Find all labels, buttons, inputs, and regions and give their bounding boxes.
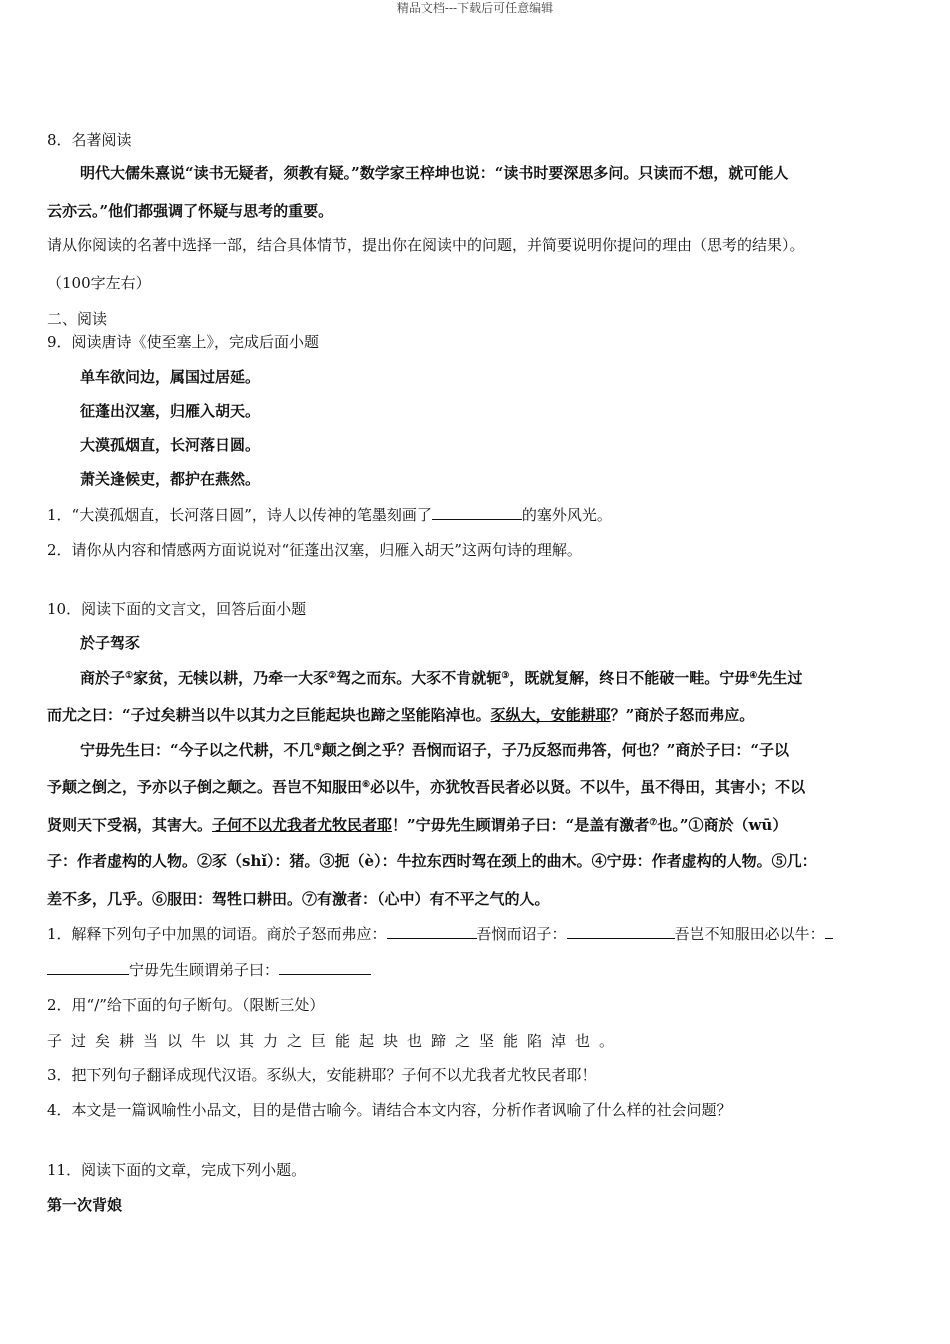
passage-text: ？”商於子怒而弗应。 — [610, 706, 755, 724]
passage-text: 而尤之曰：“子过矣耕当以牛以其力之巨能起块也蹄之坚能陷淖也。 — [47, 706, 491, 724]
footnote-marker: ④ — [749, 671, 758, 681]
poem-line: 征蓬出汉塞，归雁入胡天。 — [80, 402, 261, 420]
q8-prompt: 请从你阅读的名著中选择一部，结合具体情节，提出你在阅读中的问题，并简要说明你提问的理由（思考的结果）。 — [47, 236, 805, 254]
q10-s1-text: 吾岂不知服田必以牛： — [674, 925, 825, 943]
q10-subquestion-1-cont — [47, 960, 371, 980]
footnote-marker: ⑥ — [362, 780, 371, 790]
q9-subquestion-2: 2．请你从内容和情感两方面说说对“征蓬出汉塞，归雁入胡天”这两句诗的理解。 — [47, 541, 582, 559]
q10-subquestion-2: 2．用“/”给下面的句子断句。（限断三处） — [47, 996, 325, 1014]
passage-text: 驾之而东。大豕不肯就轭 — [336, 669, 502, 687]
answer-blank[interactable] — [387, 924, 477, 939]
passage-title: 於子驾豕 — [80, 634, 141, 652]
passage-text: 先生过 — [757, 669, 803, 687]
passage-text: 也。”①商於（wū） — [657, 816, 788, 834]
q11-title: 11．阅读下面的文章，完成下列小题。 — [47, 1161, 307, 1179]
q8-word-limit: （100字左右） — [47, 274, 151, 292]
passage-text: 颠之倒之乎？吾悯而诏子，子乃反怒而弗答，何也？”商於子曰：“子以 — [321, 741, 789, 759]
q10-subquestion-4: 4．本文是一篇讽喻性小品文，目的是借古喻今。请结合本文内容，分析作者讽喻了什么样的社会问题？ — [47, 1101, 732, 1119]
q10-s1-text: 吾悯而诏子： — [476, 925, 567, 943]
section-heading: 二、阅读 — [47, 310, 108, 328]
footnote-line: 差不多，几乎。⑥服田：驾牲口耕田。⑦有激者：（心中）有不平之气的人。 — [47, 890, 550, 908]
passage-text: ！”宁毋先生顾谓弟子曰：“是盖有激者 — [392, 816, 650, 834]
q11-article-title: 第一次背娘 — [47, 1196, 123, 1214]
q10-subquestion-1 — [47, 924, 833, 944]
poem-line: 萧关逢候吏，都护在燕然。 — [80, 470, 261, 488]
passage-text: ，既就复解，终日不能破一畦。宁毋 — [509, 669, 750, 687]
answer-blank[interactable] — [825, 924, 833, 939]
poem-line: 大漠孤烟直，长河落日圆。 — [80, 436, 261, 454]
q10-s1-text: 宁毋先生顾谓弟子曰： — [129, 961, 280, 979]
passage-text: 贤则天下受祸，其害大。 — [47, 816, 213, 834]
passage-line — [47, 777, 805, 797]
passage-text: 商於子 — [80, 669, 126, 687]
q9-s1-text-end: 的塞外风光。 — [521, 506, 612, 524]
underlined-sentence: 子何不以尤我者尤牧民者耶 — [212, 816, 393, 834]
passage-text: 必以牛，亦犹牧吾民者必以贤。不以牛，虽不得田，其害小；不以 — [370, 778, 806, 796]
q10-subquestion-3: 3．把下列句子翻译成现代汉语。豕纵大，安能耕耶？子何不以尤我者尤牧民者耶！ — [47, 1066, 597, 1084]
footnote-marker: ③ — [501, 671, 510, 681]
footnote-marker: ⑦ — [649, 818, 658, 828]
passage-line — [47, 815, 787, 835]
page-header: 精品文档---下载后可任意编辑 — [396, 1, 554, 15]
answer-blank[interactable] — [279, 960, 371, 975]
footnote-marker: ① — [125, 671, 134, 681]
answer-blank[interactable] — [567, 924, 675, 939]
passage-text: 家贫，无犊以耕，乃牵一大豕 — [133, 669, 329, 687]
passage-text: 宁毋先生曰：“今子以之代耕，不几 — [80, 741, 314, 759]
q10-title: 10．阅读下面的文言文，回答后面小题 — [47, 600, 307, 618]
poem-line: 单车欲问边，属国过居延。 — [80, 368, 261, 386]
passage-text: 予颠之倒之，予亦以子倒之颠之。吾岂不知服田 — [47, 778, 363, 796]
answer-blank[interactable] — [47, 960, 129, 975]
q9-subquestion-1 — [47, 505, 612, 525]
answer-blank[interactable] — [432, 505, 522, 520]
passage-line — [80, 668, 802, 688]
footnote-marker: ⑤ — [313, 743, 322, 753]
passage-line — [47, 705, 754, 725]
q8-paragraph-line: 云亦云。”他们都强调了怀疑与思考的重要。 — [47, 202, 334, 220]
footnote-marker: ② — [328, 671, 337, 681]
q10-s1-text: 1．解释下列句子中加黑的词语。商於子怒而弗应： — [47, 925, 387, 943]
footnote-line: 子：作者虚构的人物。②豕（shǐ）：猪。③扼（è）：牛拉东西时驾在颈上的曲木。④宁毋：作者虚构的人物。⑤几： — [47, 852, 817, 870]
passage-line — [80, 740, 789, 760]
q8-title: 8．名著阅读 — [47, 131, 132, 149]
q8-paragraph-line: 明代大儒朱熹说“读书无疑者，须教有疑。”数学家王梓坤也说：“读书时要深思多问。只读而不想，就可能人 — [80, 164, 789, 182]
q9-title: 9．阅读唐诗《使至塞上》，完成后面小题 — [47, 333, 320, 351]
underlined-sentence: 豕纵大，安能耕耶 — [490, 706, 611, 724]
q9-s1-text: 1．“大漠孤烟直，长河落日圆”，诗人以传神的笔墨刻画了 — [47, 506, 432, 524]
punctuation-sentence: 子过矣耕当以牛以其力之巨能起块也蹄之坚能陷淖也。 — [47, 1032, 624, 1050]
